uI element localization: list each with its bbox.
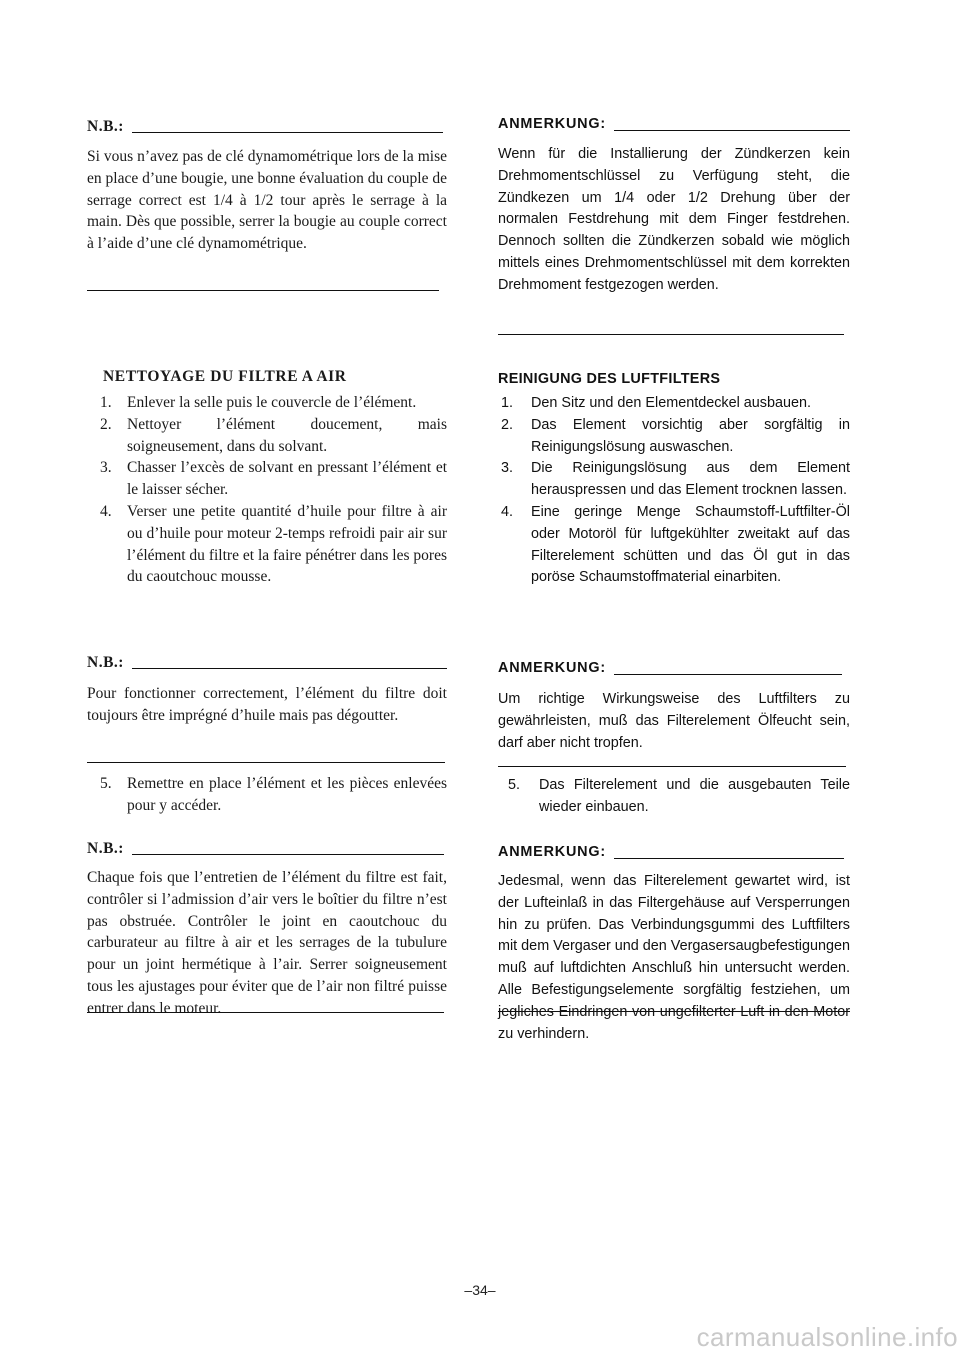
step-4: 4. Verser une petite quantité d’huile pour filtre à air ou d’huile pour moteur 2-temps refroidi pair air sur l’élément du filtre et la faire pénétrer dans les pores du caoutchouc mousse. (100, 502, 447, 586)
note-label-text: ANMERKUNG: (498, 844, 606, 860)
step-5: 5. Das Filterelement und die ausgebauten Teile wieder einbauen. (508, 777, 850, 815)
steps-list (498, 393, 850, 589)
nb-label-1 (87, 116, 447, 138)
page-number: –34– (464, 1282, 496, 1298)
divider (87, 1012, 444, 1013)
divider (498, 766, 846, 767)
step-2: 2. Das Element vorsichtig aber sorgfältig in Reinigungslösung auswaschen. (501, 416, 850, 455)
nb-label-3 (87, 838, 447, 860)
step-1: 1. Enlever la selle puis le couvercle de l’élément. (100, 394, 417, 411)
divider (87, 762, 445, 763)
step-1: 1. Den Sitz und den Elementdeckel ausbauen. (501, 395, 812, 411)
nb-text-2: Pour fonctionner correctement, l’élément du filtre doit toujours être imprégné d’huile mais pas dégoutter. (87, 685, 447, 724)
note-label-text: ANMERKUNG: (498, 660, 606, 676)
step-3: 3. Chasser l’excès de solvant en pressant l’élément et le laisser sécher. (100, 459, 447, 499)
nb-label-text: N.B.: (87, 118, 124, 135)
nb-text-1: Si vous n’avez pas de clé dynamométrique lors de la mise en place d’une bougie, une bonne évaluation du couple de serrage correct est 1/4 à 1/2 tour après le serrage à la main. Dès que possible, serrer la bougie au couple correct à l’aide d’une clé dynamométrique. (87, 148, 447, 253)
divider (87, 290, 439, 291)
step-4: 4. Eine geringe Menge Schaumstoff-Luftfilter-Öl oder Motoröl für luftgekühlter zweitakt auf das Filterelement schütten und das Öl gut in das poröse Schaumstoffmaterial einarbiten. (501, 503, 850, 586)
step-3: 3. Die Reinigungslösung aus dem Element herauspressen und das Element trocknen lassen. (501, 460, 850, 499)
nb-text-3: Chaque fois que l’entretien de l’élément du filtre est fait, contrôler si l’admission d’air vers le boîtier du filtre n’est pas obstruée. Contrôler le joint en caoutchouc du carburateur au filtre à air et les serrages de la tubulure pour un joint hermétique à l’air. Serrer soigneusement tous les ajustages pour éviter que de l’air non filtré puisse entrer dans le moteur. (87, 869, 447, 1017)
note-text-3: Jedesmal, wenn das Filterelement gewartet wird, ist der Lufteinlaß in das Filtergehäuse auf Versperrungen hin zu prüfen. Das Verbindungsgummi des Luftfilters mit dem Vergaser und den Vergasersaugbefestigungen muß auf luftdichten Anschluß hin untersucht werden. Alle Befestigungselemente sorgfältig festziehen, um jegliches Eindringen von ungefilterter Luft in den Motor zu verhindern. (498, 873, 851, 1042)
divider (498, 1011, 850, 1012)
watermark: carmanualsonline.info (696, 1322, 958, 1352)
step-5-list (87, 773, 447, 817)
note-label-3 (498, 842, 850, 864)
note-text-2: Um richtige Wirkungsweise des Luftfilters zu gewährleisten, muß das Filterelement Ölfeucht sein, darf aber nicht tropfen. (498, 691, 850, 751)
step-2: 2. Nettoyer l’élément doucement, mais soigneusement, dans du solvant. (100, 415, 447, 455)
nb-label-2 (87, 652, 447, 674)
nb-label-text: N.B.: (87, 840, 124, 857)
step-5-list (498, 775, 850, 819)
note-label-2 (498, 658, 850, 680)
note-text-1: Wenn für die Installierung der Zündkerzen kein Drehmomentschlüssel zu Verfügung steht, die Zündkezen um 1/4 oder 1/2 Drehung über der normalen Festdrehung mit dem Finger festdrehen. Dennoch sollten die Zündkerzen sobald wie möglich mittels eines Drehmomentschlüssel mit dem korrekten Drehmoment festgezogen werden. (498, 146, 850, 293)
section-title: NETTOYAGE DU FILTRE A AIR (103, 368, 347, 385)
divider (498, 334, 844, 335)
note-label-text: ANMERKUNG: (498, 116, 606, 132)
steps-list (87, 392, 447, 588)
nb-label-text: N.B.: (87, 654, 124, 671)
step-5: 5. Remettre en place l’élément et les pièces enlevées pour y accéder. (100, 775, 447, 814)
note-label-1 (498, 114, 850, 136)
section-title: REINIGUNG DES LUFTFILTERS (498, 371, 721, 387)
